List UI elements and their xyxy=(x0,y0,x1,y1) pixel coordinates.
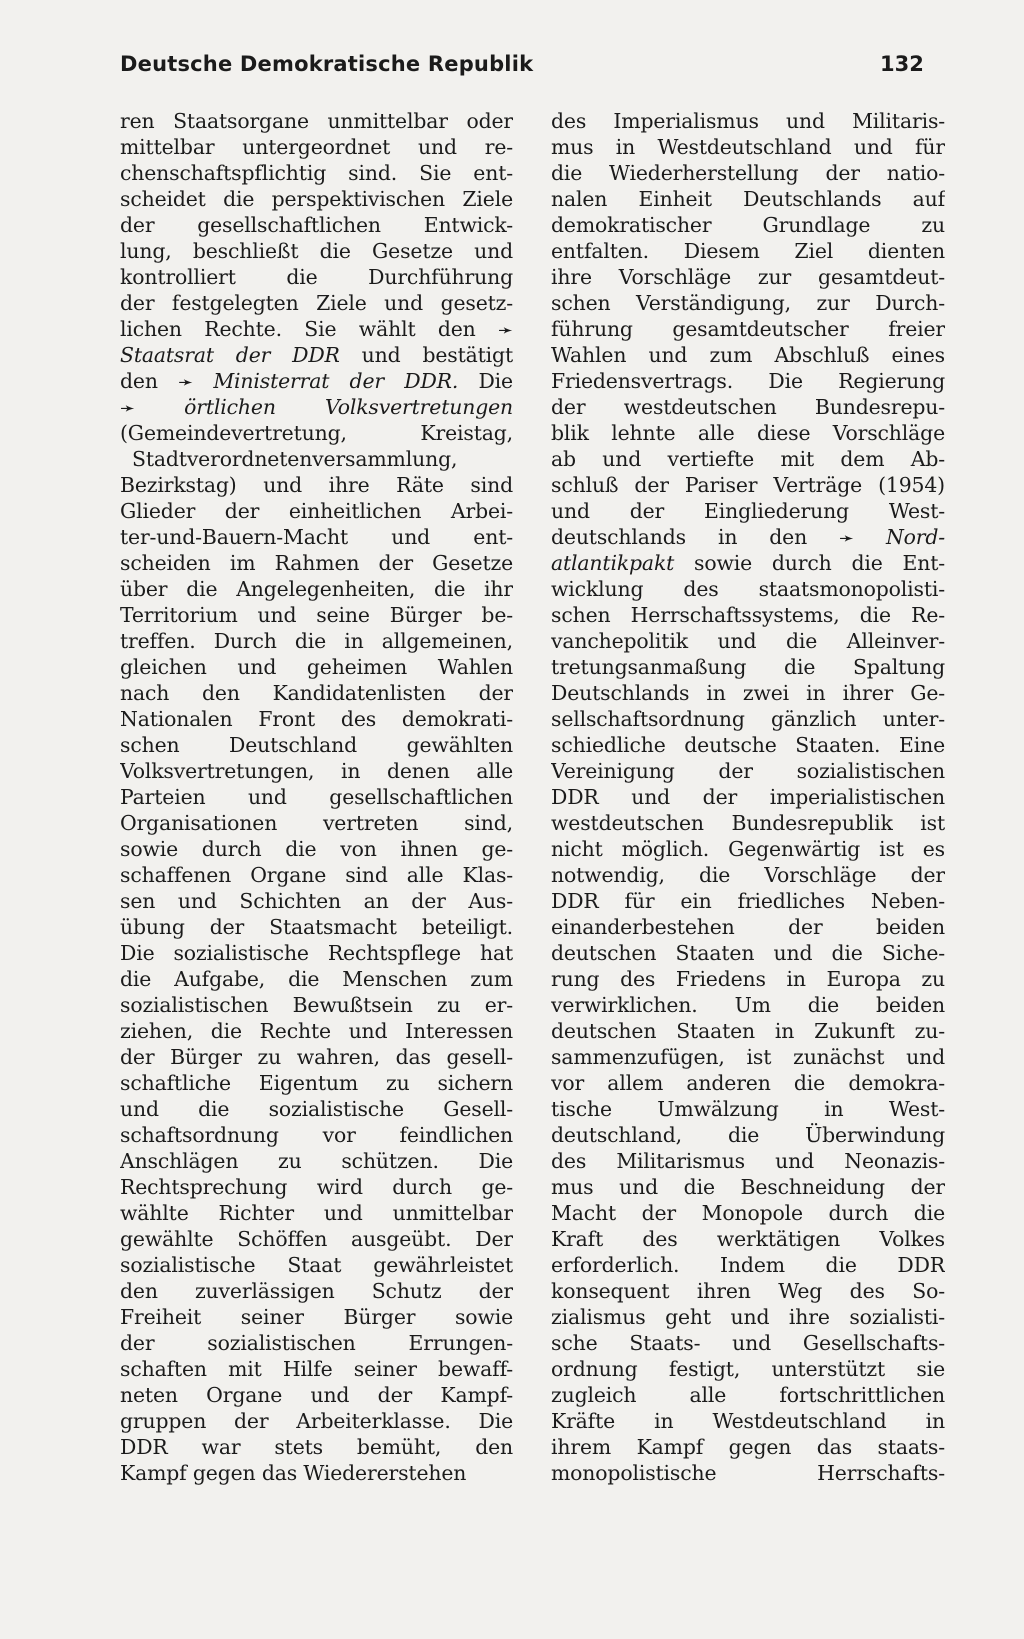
text-line: scheiden im Rahmen der Gesetze xyxy=(120,551,513,575)
text-line: blik lehnte alle diese Vorschläge xyxy=(551,421,945,445)
text-line: Volksvertretungen, in denen alle xyxy=(120,759,513,783)
text-line: Nationalen Front des demokrati- xyxy=(120,707,513,731)
text-line: tretungsanmaßung die Spaltung xyxy=(551,655,945,679)
text-line: einanderbestehen der beiden xyxy=(551,915,945,939)
text-line-with-reference xyxy=(120,394,513,420)
text-line: Deutschlands in zwei in ihrer Ge- xyxy=(551,681,945,705)
text-line: scheidet die perspektivischen Ziele xyxy=(120,187,513,211)
text-line: schen Herrschaftssystems, die Re- xyxy=(551,603,945,627)
text-line: neten Organe und der Kampf- xyxy=(120,1383,513,1407)
text-line: schaften mit Hilfe seiner bewaff- xyxy=(120,1357,513,1381)
text-line: demokratischer Grundlage zu xyxy=(551,213,945,237)
text-line: sche Staats- und Gesellschafts- xyxy=(551,1331,945,1355)
text-line: ter-und-Bauern-Macht und ent- xyxy=(120,525,513,549)
text-line: zialismus geht und ihre sozialisti- xyxy=(551,1305,945,1329)
text-line: die Wiederherstellung der natio- xyxy=(551,161,945,185)
text-line: über die Angelegenheiten, die ihr xyxy=(120,577,513,601)
text-line: führung gesamtdeutscher freier xyxy=(551,317,945,341)
text-line: ziehen, die Rechte und Interessen xyxy=(120,1019,513,1043)
text-line: Freiheit seiner Bürger sowie xyxy=(120,1305,513,1329)
text-line: Wahlen und zum Abschluß eines xyxy=(551,343,945,367)
text-line: entfalten. Diesem Ziel dienten xyxy=(551,239,945,263)
text-line: monopolistische Herrschafts- xyxy=(551,1461,945,1485)
text-line: gleichen und geheimen Wahlen xyxy=(120,655,513,679)
text-line: erforderlich. Indem die DDR xyxy=(551,1253,945,1277)
text-line: nicht möglich. Gegenwärtig ist es xyxy=(551,837,945,861)
text-line: vor allem anderen die demokra- xyxy=(551,1071,945,1095)
text-line: Kräfte in Westdeutschland in xyxy=(551,1409,945,1433)
right-text-column xyxy=(551,108,945,1486)
text-line: sellschaftsordnung gänzlich unter- xyxy=(551,707,945,731)
text-line: zugleich alle fortschrittlichen xyxy=(551,1383,945,1407)
text-line: und die sozialistische Gesell- xyxy=(120,1097,513,1121)
text-segment: Die xyxy=(478,369,513,393)
text-line: der Bürger zu wahren, das gesell- xyxy=(120,1045,513,1069)
text-line: wicklung des staatsmonopolisti- xyxy=(551,577,945,601)
cross-reference-ministerrat[interactable]: Ministerrat der DDR. xyxy=(213,369,459,393)
text-line: DDR für ein friedliches Neben- xyxy=(551,889,945,913)
text-line-with-reference xyxy=(551,524,945,550)
text-line: schen Deutschland gewählten xyxy=(120,733,513,757)
text-line: tische Umwälzung in West- xyxy=(551,1097,945,1121)
text-line: (Gemeindevertretung, Kreistag, xyxy=(120,421,513,445)
text-line: Organisationen vertreten sind, xyxy=(120,811,513,835)
text-line: schen Verständigung, zur Durch- xyxy=(551,291,945,315)
text-line: ihrem Kampf gegen das staats- xyxy=(551,1435,945,1459)
text-line: sen und Schichten an der Aus- xyxy=(120,889,513,913)
text-line: der gesellschaftlichen Entwick- xyxy=(120,213,513,237)
text-line: treffen. Durch die in allgemeinen, xyxy=(120,629,513,653)
text-line: ihre Vorschläge zur gesamtdeut- xyxy=(551,265,945,289)
text-line: schaftsordnung vor feindlichen xyxy=(120,1123,513,1147)
text-line: deutschen Staaten und die Siche- xyxy=(551,941,945,965)
text-line: Bezirkstag) und ihre Räte sind xyxy=(120,473,513,497)
text-line: konsequent ihren Weg des So- xyxy=(551,1279,945,1303)
text-line: mus und die Beschneidung der xyxy=(551,1175,945,1199)
text-line: Territorium und seine Bürger be- xyxy=(120,603,513,627)
text-line: des Militarismus und Neonazis- xyxy=(551,1149,945,1173)
cross-reference-arrow-icon: ➛ xyxy=(839,528,854,549)
text-line: schaftliche Eigentum zu sichern xyxy=(120,1071,513,1095)
text-line: mittelbar untergeordnet und re- xyxy=(120,135,513,159)
text-line: wählte Richter und unmittelbar xyxy=(120,1201,513,1225)
text-line: Die sozialistische Rechtspflege hat xyxy=(120,941,513,965)
text-line: mus in Westdeutschland und für xyxy=(551,135,945,159)
left-text-column xyxy=(120,108,513,1486)
cross-reference-volksvertretungen[interactable]: örtlichen Volksvertretungen xyxy=(184,395,513,419)
text-line: verwirklichen. Um die beiden xyxy=(551,993,945,1017)
text-line: westdeutschen Bundesrepublik ist xyxy=(551,811,945,835)
text-line: nach den Kandidatenlisten der xyxy=(120,681,513,705)
text-line: Glieder der einheitlichen Arbei- xyxy=(120,499,513,523)
text-line: deutschen Staaten in Zukunft zu- xyxy=(551,1019,945,1043)
text-line: Stadtverordnetenversammlung, xyxy=(132,447,458,471)
cross-reference-arrow-icon: ➛ xyxy=(120,398,135,419)
text-line: Anschlägen zu schützen. Die xyxy=(120,1149,513,1173)
text-line: ren Staatsorgane unmittelbar oder xyxy=(120,109,513,133)
text-line: chenschaftspflichtig sind. Sie ent- xyxy=(120,161,513,185)
running-header-title: Deutsche Demokratische Republik xyxy=(120,52,534,76)
text-line-with-reference xyxy=(551,550,945,576)
text-line: schluß der Pariser Verträge (1954) xyxy=(551,473,945,497)
cross-reference-staatsrat[interactable]: Staatsrat der DDR xyxy=(120,343,340,367)
text-line: gewählte Schöffen ausgeübt. Der xyxy=(120,1227,513,1251)
page-number: 132 xyxy=(880,52,924,76)
text-line: schaffenen Organe sind alle Klas- xyxy=(120,863,513,887)
text-line: Macht der Monopole durch die xyxy=(551,1201,945,1225)
text-line: schiedliche deutsche Staaten. Eine xyxy=(551,733,945,757)
text-line: sowie durch die von ihnen ge- xyxy=(120,837,513,861)
text-line: Kampf gegen das Wiedererstehen xyxy=(120,1461,467,1485)
text-line: nalen Einheit Deutschlands auf xyxy=(551,187,945,211)
text-line: Vereinigung der sozialistischen xyxy=(551,759,945,783)
text-line: sozialistischen Bewußtsein zu er- xyxy=(120,993,513,1017)
text-line: ordnung festigt, unterstützt sie xyxy=(551,1357,945,1381)
cross-reference-arrow-icon: ➛ xyxy=(178,372,194,393)
text-line: DDR und der imperialistischen xyxy=(551,785,945,809)
text-line: gruppen der Arbeiterklasse. Die xyxy=(120,1409,513,1433)
text-line: der sozialistischen Errungen- xyxy=(120,1331,513,1355)
cross-reference-nordatlantikpakt[interactable]: Nord- xyxy=(885,525,945,549)
text-line: der festgelegten Ziele und gesetz- xyxy=(120,291,513,315)
text-segment: sowie durch die Ent- xyxy=(694,551,945,575)
text-segment: deutschlands in den xyxy=(551,525,808,549)
text-segment: lichen Rechte. Sie wählt den xyxy=(120,317,476,341)
text-line: des Imperialismus und Militaris- xyxy=(551,109,945,133)
text-segment: und bestätigt xyxy=(361,343,513,367)
text-line: der westdeutschen Bundesrepu- xyxy=(551,395,945,419)
text-line: sozialistische Staat gewährleistet xyxy=(120,1253,513,1277)
text-line: ab und vertiefte mit dem Ab- xyxy=(551,447,945,471)
text-line: lung, beschließt die Gesetze und xyxy=(120,239,513,263)
text-line: Kraft des werktätigen Volkes xyxy=(551,1227,945,1251)
text-line-with-reference xyxy=(120,368,513,394)
text-line-with-reference xyxy=(120,342,513,368)
text-line: sammenzufügen, ist zunächst und xyxy=(551,1045,945,1069)
text-line: Rechtsprechung wird durch ge- xyxy=(120,1175,513,1199)
text-line: den zuverlässigen Schutz der xyxy=(120,1279,513,1303)
text-line: kontrolliert die Durchführung xyxy=(120,265,513,289)
text-line: notwendig, die Vorschläge der xyxy=(551,863,945,887)
cross-reference-arrow-icon: ➛ xyxy=(498,320,513,341)
text-segment: den xyxy=(120,369,158,393)
cross-reference-nordatlantikpakt[interactable]: atlantikpakt xyxy=(551,551,675,575)
text-line: DDR war stets bemüht, den xyxy=(120,1435,513,1459)
text-line: übung der Staatsmacht beteiligt. xyxy=(120,915,513,939)
text-line: die Aufgabe, die Menschen zum xyxy=(120,967,513,991)
text-line: vanchepolitik und die Alleinver- xyxy=(551,629,945,653)
text-line: Parteien und gesellschaftlichen xyxy=(120,785,513,809)
text-line: Friedensvertrags. Die Regierung xyxy=(551,369,945,393)
text-line: deutschland, die Überwindung xyxy=(551,1123,945,1147)
text-line-with-reference xyxy=(120,316,513,342)
text-line: rung des Friedens in Europa zu xyxy=(551,967,945,991)
text-line: und der Eingliederung West- xyxy=(551,499,945,523)
